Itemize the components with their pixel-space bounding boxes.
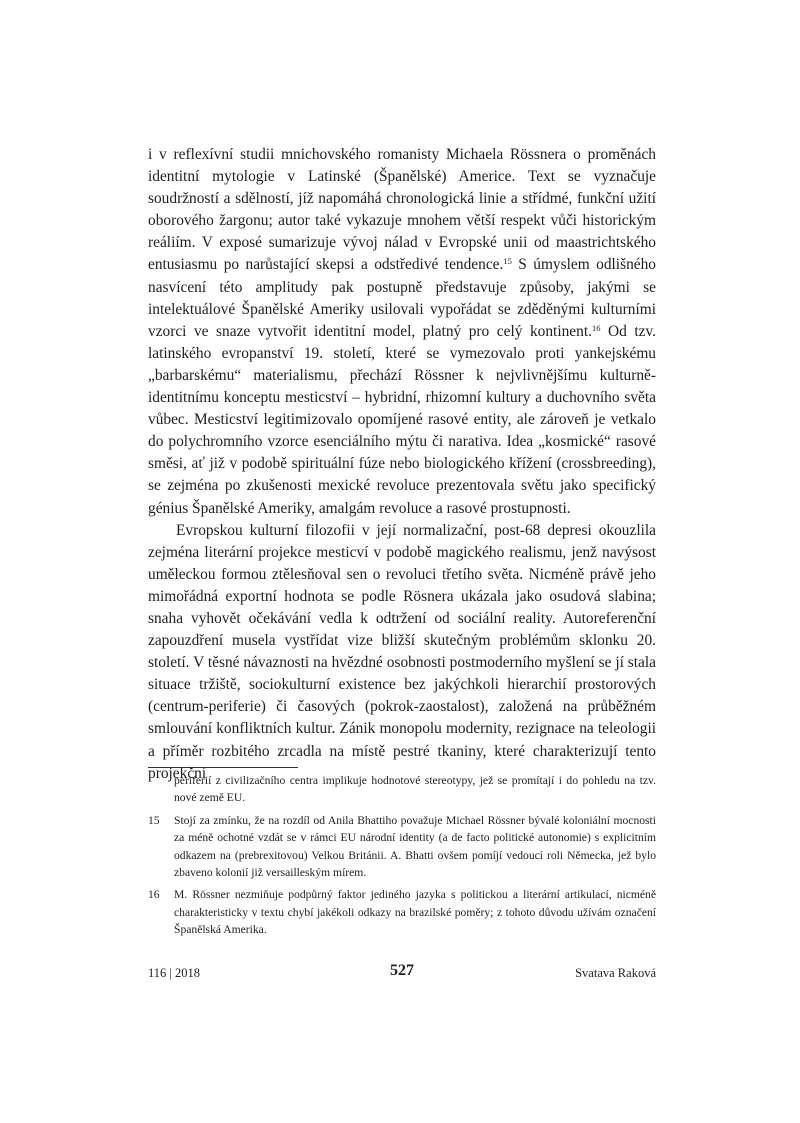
- footnote-number: 15: [148, 813, 160, 827]
- footnote-text: Stojí za zmínku, že na rozdíl od Anila Bhattiho považuje Michael Rössner bývalé koloniální mocnosti za méně ochotné vzdát se v rámci EU národní identity (a de facto politické autonomie) s explicitním odkazem na (prebrexitovou) Velkou Británii. A. Bhatti ovšem pomíjí vedoucí roli Německa, jež bylo zbaveno kolonií již versailleským mírem.: [174, 813, 656, 880]
- footnote-continued: [148, 772, 656, 807]
- footnote-text: periferií z civilizačního centra implikuje hodnotové stereotypy, jež se promítají i do pohledu na tzv. nové země EU.: [174, 774, 656, 805]
- footnote-text: M. Rössner nezmiňuje podpůrný faktor jediného jazyka s politickou a literární artikulací, nicméně charakteristicky v textu chybí jakékoli odkazy na brazilské poměry; z tohoto důvodu užívám označení Španělská Amerika.: [174, 888, 656, 937]
- page-number: 527: [390, 962, 414, 979]
- main-text: [148, 144, 656, 785]
- paragraph-1-part-3: Od tzv. latinského evropanství 19. století, které se vymezovalo proti yankejskému „barbarskému“ materialismu, přechází Rössner k nejvlivnějšímu kulturně-identitnímu konceptu mesticství – hybridní, rhizomní kultury a duchovního světa vůbec. Mesticství legitimizovalo opomíjené rasové entity, ale zároveň je vetkalo do polychromního vzorce esenciálního mýtu či narativa. Idea „kosmické“ rasové směsi, ať již v podobě spirituální fúze nebo biologického křížení (crossbreeding), se zejména po zkušenosti mexické revoluce prezentovala světu jako specifický génius Španělské Ameriky, amalgám revoluce a rasové prostupnosti.: [148, 322, 656, 517]
- footnote-ref-16[interactable]: 16: [591, 322, 601, 333]
- footnote-separator: [148, 767, 298, 768]
- footnote-15: [148, 812, 656, 882]
- footer-issue: 116 | 2018: [148, 966, 201, 980]
- footnote-16: [148, 886, 656, 938]
- footnote-ref-15[interactable]: 15: [503, 256, 512, 267]
- paragraph-1: [148, 144, 656, 520]
- page-footer: [148, 962, 656, 984]
- footnotes: [148, 772, 656, 944]
- paragraph-1-part-1: i v reflexívní studii mnichovského romanisty Michaela Rössnera o proměnách identitní mytologie v Latinské (Španělské) Americe. Text se vyznačuje soudržností a sdělností, jíž napomáhá chronologická linie a střídmé, funkční užití oborového žargonu; autor také vykazuje mnohem větší respekt vůči historickým reáliím. V exposé sumarizuje vývoj nálad v Evropské unii od maastrichtského entusiasmu po narůstající skepsi a odstředivé tendence.: [148, 146, 656, 274]
- footer-author: Svatava Raková: [575, 966, 656, 980]
- paragraph-2: Evropskou kulturní filozofii v její normalizační, post-68 depresi okouzlila zejména literární projekce mesticví v podobě magického realismu, jenž navýsost uměleckou formou ztělesňoval sen o revoluci třetího světa. Nicméně právě jeho mimořádná exportní hodnota se podle Rösnera ukázala jako osudová slabina; snaha vyhovět očekávání vedla k odtržení od sociální reality. Autoreferenční zapouzdření musela vystřídat vize bližší skutečným problémům sklonku 20. století. V těsné návaznosti na hvězdné osobnosti postmoderního myšlení se jí stala situace tržiště, sociokulturní existence bez jakýchkoli hierarchií prostorových (centrum-periferie) či časových (pokrok-zaostalost), založená na průběžném smlouvání konfliktních kultur. Zánik monopolu modernity, rezignace na teleologii a příměr rozbitého zrcadla na místě pestré tkaniny, které charakterizují tento projekční: [148, 521, 656, 782]
- paragraph-1-part-2: S úmyslem odlišného nasvícení této amplitudy pak postupně představuje způsoby, jakými se intelektuálové Španělské Ameriky usilovali vypořádat se zděděnými kulturními vzorci ve snaze vytvořit identitní model, platný pro celý kontinent.: [148, 256, 656, 340]
- footnote-number: 16: [148, 888, 160, 902]
